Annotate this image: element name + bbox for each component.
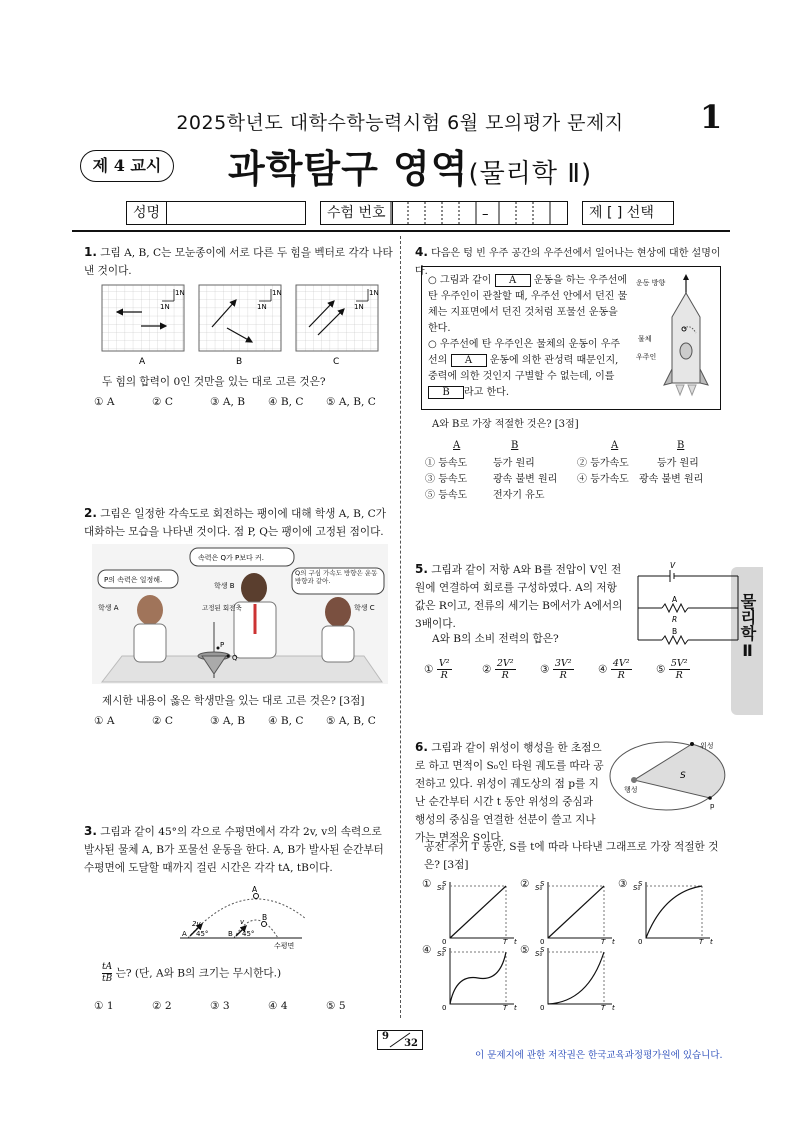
q4-choice-1[interactable] [425, 456, 535, 472]
q6-p-label: p [710, 802, 715, 810]
copyright-notice: 이 문제지에 관한 저작권은 한국교육과정평가원에 있습니다. [475, 1050, 723, 1061]
page-counter-top: 9 [382, 1031, 389, 1042]
q5-c5-num: ⑤ [656, 663, 666, 676]
id-row [0, 201, 800, 225]
q2-student-c-label: 학생 C [354, 604, 375, 612]
name-field[interactable] [126, 201, 306, 225]
q6-graph-3-T-label: T [699, 938, 704, 944]
q6-graph-5 [534, 944, 618, 1010]
q2-point-p: P [220, 641, 225, 649]
q1-grid-a [102, 285, 184, 351]
q3-text: 그림과 같이 45°의 각으로 수평면에서 각각 2v, v의 속력으로 발사된 물체 A, B가 포물선 운동을 한다. A, B가 발사된 순간부터 수평면에 도달할 때까지 걸린 시간은 각각 tA, tB이다. [84, 826, 384, 874]
q4-c4-b: 광속 불변 원리 [639, 474, 704, 485]
q6-graph-1-t-label: t [514, 938, 517, 944]
q6-choice-5-num: ⑤ [520, 944, 530, 956]
exam-number-cells [321, 202, 567, 224]
q1-unit-b: 1N [257, 303, 267, 311]
q5-choice-5[interactable] [656, 658, 690, 681]
q4-c5-num: ⑤ [425, 490, 435, 501]
q1-grid-c [296, 285, 378, 351]
q6-graph-5-t-label: t [612, 1004, 615, 1010]
subject-title [228, 138, 592, 193]
q1-unit-c: 1N [354, 303, 364, 311]
q5-choice-4[interactable] [598, 658, 632, 681]
q4-c5-b: 전자기 유도 [493, 490, 545, 501]
q5-choices [424, 654, 724, 686]
q3-label-v: v [240, 918, 245, 926]
q3-frac-top: tA [102, 962, 113, 972]
q4-choice-2[interactable] [577, 456, 699, 472]
q4-col-a-right: A [611, 440, 619, 451]
q6-graph-2 [534, 878, 618, 944]
q1-number: 1. [84, 245, 97, 259]
q6-graph-3 [632, 878, 716, 944]
q6-choice-2[interactable] [520, 878, 616, 944]
q1-unit-b2: 1N [272, 289, 282, 297]
q5-c3-top: 3V² [554, 658, 572, 669]
q1-unit-a2: 1N [175, 289, 185, 297]
q5-circuit [632, 562, 744, 648]
q1-choice-3[interactable]: ③ A, B [210, 396, 246, 408]
q5-c3-num: ③ [540, 663, 550, 676]
q4-box-line2a: ○ 우주선에 탄 우주인은 물체의 운동이 우주선의 [428, 339, 621, 366]
q6-graph-1-curve [450, 886, 506, 938]
q1-choice-1[interactable]: ① A [94, 396, 115, 408]
q4-box-line2b: 운동에 의한 관성력 때문인지, 중력에 의한 것인지 구별할 수 없는데, 이를 [428, 355, 619, 382]
q3-ground-label: 수평면 [274, 942, 295, 950]
q6-graph-1-T-label: T [503, 938, 508, 944]
q5-c3-bot: R [559, 670, 567, 681]
q6-graph-1-zero-label: 0 [442, 938, 447, 944]
page-counter [377, 1030, 423, 1050]
q3-question-text: 는? (단, A와 B의 크기는 무시한다.) [115, 967, 282, 980]
q3-choice-4[interactable]: ④ 4 [268, 1000, 288, 1012]
q6-choice-1[interactable] [422, 878, 518, 944]
q4-question: A와 B로 가장 적절한 것은? [3점] [432, 419, 579, 430]
q4-c4-num: ④ [577, 474, 587, 485]
q6-graph-5-zero-label: 0 [540, 1004, 545, 1010]
q5-question: A와 B의 소비 전력의 합은? [432, 633, 559, 645]
q6-graph-3-curve [646, 886, 702, 938]
q5-text: 그림과 같이 저항 A와 B를 전압이 V인 전원에 연결하여 회로를 구성하였다. A의 저항값은 R이고, 전류의 세기는 B에서가 A에서의 3배이다. [415, 564, 623, 630]
q6-graph-4-zero-label: 0 [442, 1004, 447, 1010]
q2-question: 제시한 내용이 옳은 학생만을 있는 대로 고른 것은? [3점] [102, 695, 365, 707]
q5-c2-bot: R [501, 670, 509, 681]
period-badge: 제 4 교시 [80, 150, 174, 182]
q4-box-line1a: ○ 그림과 같이 [428, 275, 492, 286]
q2-student-a-label: 학생 A [98, 604, 119, 612]
q6-graph-5-T-label: T [601, 1004, 606, 1010]
q6-choice-4[interactable] [422, 944, 518, 1010]
question-1 [84, 243, 394, 280]
q6-graph-4-y-label: S [442, 946, 447, 954]
q6-graph-5-y-label: S [540, 946, 545, 954]
q4-c3-num: ③ [425, 474, 435, 485]
q4-object-label: 물체 [638, 335, 652, 343]
q5-c1-top: V² [438, 658, 450, 669]
q4-text: 다음은 텅 빈 우주 공간의 우주선에서 일어나는 현상에 대한 설명이다. [415, 248, 721, 277]
question-2 [84, 504, 394, 541]
subject-main: 과학탐구 영역 [228, 147, 469, 191]
q4-astronaut-label: 우주인 [636, 353, 657, 361]
q4-box-line1b: 운동을 하는 우주선에 탄 우주인이 관찰할 때, 우주선 안에서 던진 물체는 지표면에서 던진 것처럼 포물선 운동을 한다. [428, 275, 628, 334]
q6-planet-label: 행성 [624, 786, 638, 794]
question-3 [84, 822, 394, 877]
q1-choice-4[interactable]: ④ B, C [268, 396, 304, 408]
q6-graph-5-s0-label: S₀ [535, 950, 543, 958]
q6-text: 그림과 같이 위성이 행성을 한 초점으로 하고 면적이 S₀인 타원 궤도를 따라 공전하고 있다. 위성이 궤도상의 점 p를 지난 순간부터 시간 t 동안 위성의 중심과 행성의 중심을 연결한 선분이 쓸고 지나가는 면적은 S이다. [415, 742, 604, 844]
q3-figure [176, 880, 306, 952]
q1-label-c: C [333, 357, 340, 367]
exam-title: 2025학년도 대학수학능력시험 6월 모의평가 문제지 [176, 112, 624, 134]
page-counter-bottom: 32 [404, 1038, 418, 1049]
q6-choice-3[interactable] [618, 878, 714, 944]
q5-a-label: A [672, 595, 678, 604]
q2-choice-1[interactable]: ① A [94, 715, 115, 727]
q2-student-c-figure [322, 597, 354, 662]
q5-v-label: V [670, 562, 676, 570]
q6-graph-3-y-label: S [638, 880, 643, 888]
q6-graph-1-y-label: S [442, 880, 447, 888]
q5-number: 5. [415, 562, 428, 576]
q3-label-2v: 2v [192, 920, 201, 928]
q4-rocket-figure [634, 273, 714, 403]
name-label: 성명 [127, 202, 167, 224]
q2-bubble-b: 속력은 Q가 P보다 커. [198, 554, 264, 562]
q4-c2-b: 등가 원리 [657, 458, 699, 469]
side-tab-text: 물리학Ⅱ [738, 593, 757, 660]
q5-c1-num: ① [424, 663, 434, 676]
q5-choice-2[interactable] [482, 658, 516, 681]
q6-choice-4-num: ④ [422, 944, 432, 956]
q6-choice-3-num: ③ [618, 878, 628, 890]
q2-choice-4[interactable]: ④ B, C [268, 715, 304, 727]
q4-choice-3[interactable] [425, 472, 558, 488]
q5-r-label: R [672, 615, 678, 624]
q6-graph-2-y-label: S [540, 880, 545, 888]
q6-number: 6. [415, 740, 428, 754]
q6-s-label: S [680, 771, 686, 781]
page-number: 1 [700, 98, 723, 136]
q6-graph-2-t-label: t [612, 938, 615, 944]
q3-number: 3. [84, 824, 97, 838]
q5-c2-top: 2V² [496, 658, 514, 669]
q3-label-b: B [228, 930, 233, 938]
q2-bubble-a: P의 속력은 일정해. [104, 576, 163, 584]
q5-c1-bot: R [440, 670, 448, 681]
exam-number-field[interactable] [320, 201, 568, 225]
q6-graph-4-t-label: t [514, 1004, 517, 1010]
q1-figure [100, 283, 390, 369]
q2-point-q: Q [232, 654, 238, 662]
q4-blank-a1: A [495, 274, 531, 287]
selection-field[interactable] [582, 201, 674, 225]
q2-axis-label: 고정된 회전축 [202, 604, 242, 612]
q4-blank-a2: A [451, 354, 487, 367]
q4-c5-a: 등속도 [438, 490, 468, 501]
exam-number-label: 수험 번호 [321, 202, 393, 224]
q4-c1-b: 등가 원리 [493, 458, 535, 469]
q1-question: 두 힘의 합력이 0인 것만을 있는 대로 고른 것은? [102, 376, 326, 388]
q4-col-b-right: B [677, 440, 685, 451]
q2-choice-3[interactable]: ③ A, B [210, 715, 246, 727]
q4-number: 4. [415, 245, 428, 259]
q1-unit-a: 1N [160, 303, 170, 311]
q4-box [421, 266, 721, 410]
question-6 [415, 738, 605, 847]
q6-graphs [422, 878, 722, 1018]
q3-choice-3[interactable]: ③ 3 [210, 1000, 230, 1012]
q5-c5-top: 5V² [670, 658, 688, 669]
q2-figure [92, 544, 388, 684]
q1-label-b: B [236, 357, 243, 367]
q6-question: 공전 주기 T 동안, S를 t에 따라 나타낸 그래프로 가장 적절한 것은? [3점] [424, 841, 719, 871]
q5-c2-num: ② [482, 663, 492, 676]
selection-label: 제 [ ] 선택 [583, 202, 660, 224]
exam-number-dash: – [482, 207, 489, 222]
header-divider [72, 230, 730, 232]
q4-c2-a: 등가속도 [590, 458, 629, 469]
q6-graph-4-T-label: T [503, 1004, 508, 1010]
q4-c3-b: 광속 불변 원리 [493, 474, 558, 485]
q6-choice-1-num: ① [422, 878, 432, 890]
q3-choice-1[interactable]: ① 1 [94, 1000, 114, 1012]
subject-sub: (물리학 Ⅱ) [468, 159, 593, 189]
q6-graph-3-s0-label: S₀ [633, 884, 641, 892]
q1-label-a: A [139, 357, 146, 367]
q5-c4-top: 4V² [612, 658, 630, 669]
column-divider [400, 236, 401, 1018]
q2-choice-5[interactable]: ⑤ A, B, C [326, 715, 376, 727]
q6-graph-4-s0-label: S₀ [437, 950, 445, 958]
q2-text: 그림은 일정한 각속도로 회전하는 팽이에 대해 학생 A, B, C가 대화하는 모습을 나타낸 것이다. 점 P, Q는 팽이에 고정된 점이다. [84, 508, 387, 538]
q4-c1-a: 등속도 [438, 458, 468, 469]
q2-student-a-figure [134, 595, 166, 662]
q6-orbit-figure [604, 736, 728, 816]
q6-satellite-label: 위성 [700, 742, 714, 750]
q5-c4-num: ④ [598, 663, 608, 676]
q3-choice-5[interactable]: ⑤ 5 [326, 1000, 346, 1012]
q2-bubble-c: Q의 구심 가속도 방향은 운동 방향과 같아. [295, 569, 378, 585]
q5-c5-bot: R [675, 670, 683, 681]
q6-graph-2-zero-label: 0 [540, 938, 545, 944]
q3-choice-2[interactable]: ② 2 [152, 1000, 172, 1012]
q2-student-b-label: 학생 B [214, 582, 235, 590]
q4-direction-label: 운동 방향 [636, 279, 666, 287]
q5-b-label: B [672, 627, 678, 636]
q3-label-a-top: A [252, 885, 258, 894]
q1-choice-2[interactable]: ② C [152, 396, 173, 408]
q6-graph-5-curve [548, 952, 604, 1004]
q6-graph-4-curve [450, 952, 506, 1004]
q3-label-b-top: B [262, 913, 268, 922]
q1-choice-5[interactable]: ⑤ A, B, C [326, 396, 376, 408]
q6-graph-3-t-label: t [710, 938, 713, 944]
q4-col-b-left: B [511, 440, 519, 451]
q5-c4-bot: R [617, 670, 625, 681]
q6-graph-1 [436, 878, 520, 944]
q4-blank-b: B [428, 386, 464, 399]
q6-graph-4 [436, 944, 520, 1010]
q3-frac-bot: tB [102, 974, 113, 984]
q2-number: 2. [84, 506, 97, 520]
q1-unit-c2: 1N [369, 289, 379, 297]
q4-box-line2c: 라고 한다. [464, 387, 509, 398]
q3-angle-b: 45° [242, 930, 255, 938]
q2-choice-2[interactable]: ② C [152, 715, 173, 727]
q6-graph-2-s0-label: S₀ [535, 884, 543, 892]
q5-choice-1[interactable] [424, 658, 452, 681]
q3-question [102, 962, 394, 985]
q6-choice-2-num: ② [520, 878, 530, 890]
q6-graph-1-s0-label: S₀ [437, 884, 445, 892]
q3-label-a: A [182, 930, 187, 938]
q6-choice-5[interactable] [520, 944, 616, 1010]
q4-choice-5[interactable] [425, 488, 545, 504]
q4-c2-num: ② [577, 458, 587, 469]
question-5 [415, 560, 627, 633]
q5-choice-3[interactable] [540, 658, 574, 681]
q1-grid-b [199, 285, 281, 351]
q4-choice-4[interactable] [577, 472, 704, 488]
q4-col-a-left: A [453, 440, 461, 451]
q4-c3-a: 등속도 [438, 474, 468, 485]
q4-box-text [428, 273, 628, 401]
q6-graph-2-T-label: T [601, 938, 606, 944]
q6-graph-2-curve [548, 886, 604, 938]
q4-c4-a: 등가속도 [590, 474, 629, 485]
q4-c1-num: ① [425, 458, 435, 469]
q3-angle-a: 45° [196, 930, 209, 938]
q6-graph-3-zero-label: 0 [638, 938, 643, 944]
q1-text: 그림 A, B, C는 모눈종이에 서로 다른 두 힘을 벡터로 각각 나타낸 것이다. [84, 247, 393, 277]
